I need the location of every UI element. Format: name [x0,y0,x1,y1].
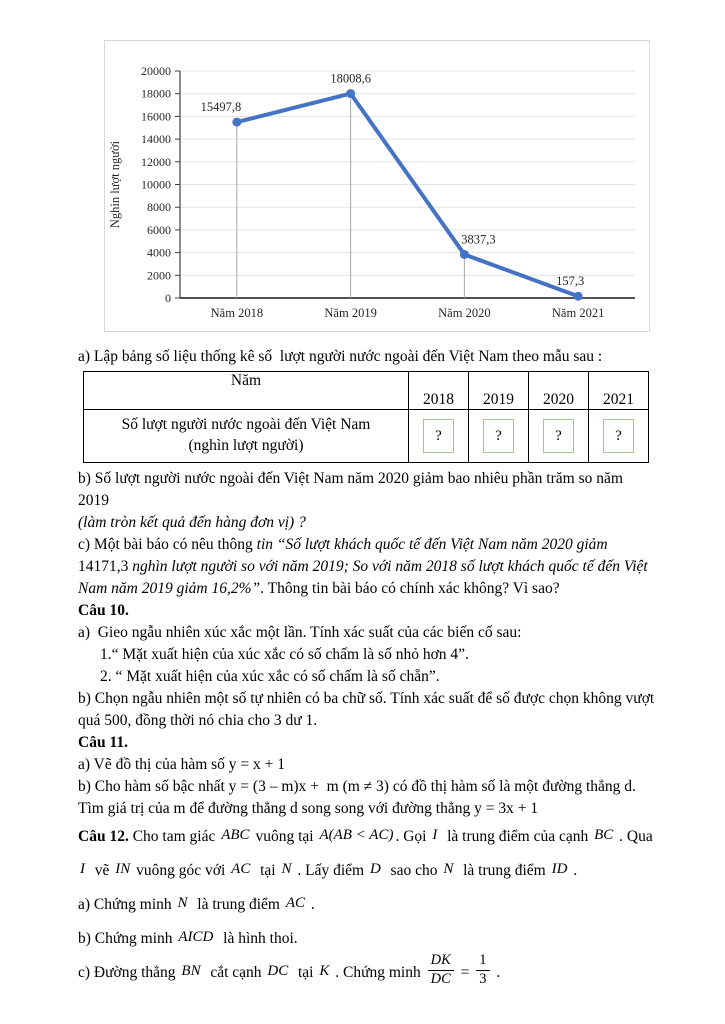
fraction: $\frac{DK}{DC}$ [425,953,457,988]
svg-text:3837,3: 3837,3 [461,232,496,247]
question-12-block: Câu 12. Cho tam giác ABC vuông tại A(AB < AC) . Gọi I là trung điểm của cạnh BC . Qua I vẽ IN vuông góc với AC tại N . Lấy điểm D sao cho N là trung điểm ID . a) Chứng minh N là trung điểm AC . b) Chứng minh AICD là hình thoi. c) Đường thẳng BN cắt cạnh DC tại K . Chứng minh $\frac{DK}{DC}$ = $\frac{1}{3}$ . [78,827,653,987]
data-table [83,371,649,463]
svg-text:4000: 4000 [147,245,171,260]
svg-text:14000: 14000 [141,132,171,147]
question-9b-text: b) Số lượt người nước ngoài đến Việt Nam năm 2020 giảm bao nhiêu phần trăm so năm 2019 (làm tròn kết quả đến hàng đơn vị) ? [78,470,627,531]
svg-text:Năm 2020: Năm 2020 [438,306,491,320]
table-header-2019: 2019 [469,372,529,410]
svg-text:8000: 8000 [147,200,171,215]
row-label-line2: (nghìn lượt người) [188,437,304,454]
table-header-2021: 2021 [589,372,649,410]
answer-cell-2018 [409,410,469,463]
svg-text:2000: 2000 [147,268,171,283]
answer-cell-2019 [469,410,529,463]
fraction: $\frac{1}{3}$ [473,953,492,988]
svg-text:157,3: 157,3 [556,274,585,289]
table-header-2020: 2020 [529,372,589,410]
row-label-line1: Số lượt người nước ngoài đến Việt Nam [121,416,371,434]
svg-text:16000: 16000 [141,109,171,124]
svg-text:12000: 12000 [141,154,171,169]
svg-text:18008,6: 18008,6 [330,71,371,86]
table-header-2018: 2018 [409,372,469,410]
svg-text:18000: 18000 [141,86,171,101]
answer-box-2019: ? [483,419,514,453]
answer-cell-2020 [529,410,589,463]
answer-box-2018: ? [423,419,454,453]
svg-text:0: 0 [165,291,171,305]
tourism-line-chart [104,40,650,332]
question-9a-text: a) Lập bảng số liệu thống kê số lượt người nước ngoài đến Việt Nam theo mẫu sau : [78,348,603,365]
svg-text:Năm 2018: Năm 2018 [210,306,264,320]
answer-cell-2021 [589,410,649,463]
svg-text:Năm 2019: Năm 2019 [324,306,377,320]
svg-text:10000: 10000 [141,177,171,192]
svg-text:6000: 6000 [147,222,171,237]
answer-box-2021: ? [603,419,634,453]
svg-text:15497,8: 15497,8 [200,100,242,115]
question-11-block: Câu 11. a) Vẽ đồ thị của hàm số y = x + 1 b) Cho hàm số bậc nhất y = (3 – m)x + m (m ≠ 3) có đồ thị hàm số là một đường thẳng d. Tìm giá trị của m để đường thẳng d song song với đường thẳng y = 3x + 1 [78,734,636,817]
svg-text:20000: 20000 [141,64,171,78]
question-10-block: Câu 10. a) Gieo ngẫu nhiên xúc xắc một lần. Tính xác suất của các biến cố sau: 1.“ Mặt xuất hiện của xúc xắc có số chấm là số nhỏ hơn 4”. 2. “ Mặt xuất hiện của xúc xắc có số chấm là số chẵn”. b) Chọn ngẫu nhiên một số tự nhiên có ba chữ số. Tính xác suất để số được chọn không vượt quá 500, đồng thời nó chia cho 3 dư 1. [78,602,655,729]
table-data-row [84,410,649,463]
answer-box-2020: ? [543,419,574,453]
chart-svg [105,41,649,331]
table-header-nam: Năm [84,372,409,410]
svg-text:Nghìn lượt người: Nghìn lượt người [108,140,122,229]
table-row-label [84,410,409,463]
table-header-row [84,372,649,410]
svg-text:Năm 2021: Năm 2021 [551,306,605,320]
question-9c-text: c) Một bài báo có nêu thông tin “Số lượt khách quốc tế đến Việt Nam năm 2020 giảm 14171,3 nghìn lượt người so với năm 2019; So với năm 2018 số lượt khách quốc tế đến Việt Nam năm 2019 giảm 16,2%”. Thông tin bài báo có chính xác không? Vì sao? [78,536,648,597]
